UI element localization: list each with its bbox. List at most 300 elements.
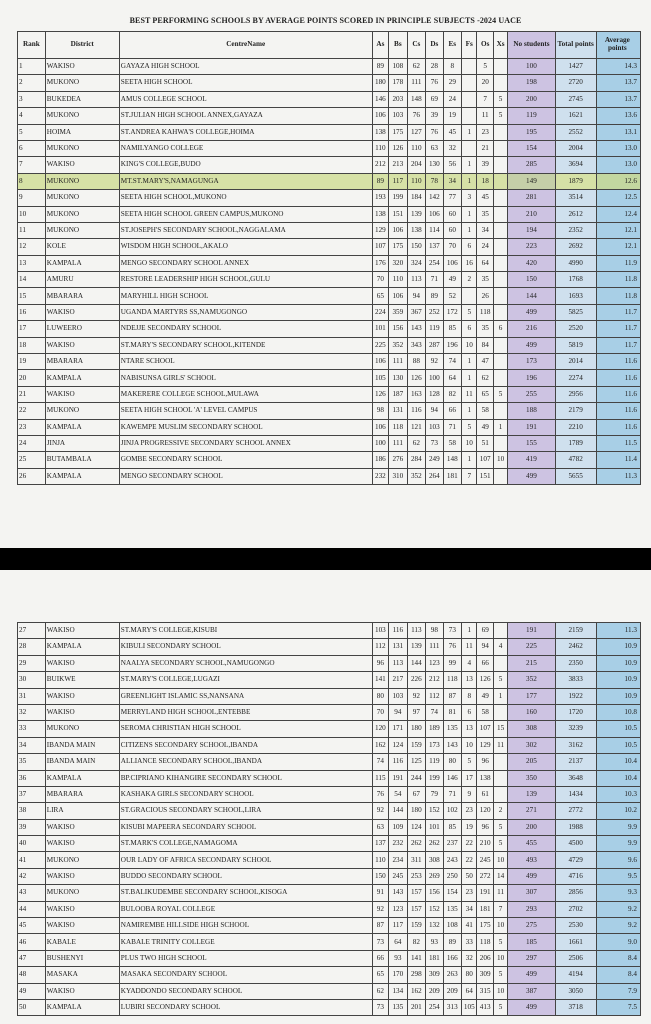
col-header-bs: Bs (389, 32, 408, 59)
cell-average-points: 10.8 (596, 704, 640, 720)
table-row (18, 222, 641, 238)
cell-total-points: 2772 (555, 803, 596, 819)
cell-no-students: 215 (508, 655, 555, 671)
cell-es: 70 (443, 239, 462, 255)
cell-xs: 5 (493, 819, 507, 835)
page-title: BEST PERFORMING SCHOOLS BY AVERAGE POINTS SCORED IN PRINCIPLE SUBJECTS -2024 UACE (129, 16, 522, 25)
cell-rank: 37 (18, 786, 46, 802)
cell-bs: 359 (389, 304, 408, 320)
cell-no-students: 205 (508, 754, 555, 770)
table-row (18, 140, 641, 156)
cell-total-points: 1661 (555, 934, 596, 950)
cell-rank: 41 (18, 852, 46, 868)
cell-os: 26 (477, 288, 493, 304)
cell-xs: 11 (493, 885, 507, 901)
cell-rank: 17 (18, 321, 46, 337)
cell-average-points: 12.5 (596, 190, 640, 206)
cell-rank: 11 (18, 222, 46, 238)
cell-total-points: 2956 (555, 386, 596, 402)
cell-xs: 5 (493, 934, 507, 950)
cell-centre-name: KYADDONDO SECONDARY SCHOOL (119, 983, 372, 999)
cell-os: 61 (477, 786, 493, 802)
cell-rank: 34 (18, 737, 46, 753)
cell-fs: 5 (462, 754, 477, 770)
cell-xs (493, 354, 507, 370)
cell-xs: 5 (493, 967, 507, 983)
cell-es: 80 (443, 754, 462, 770)
cell-centre-name: KING'S COLLEGE,BUDO (119, 157, 372, 173)
cell-xs (493, 140, 507, 156)
table-row (18, 337, 641, 353)
cell-total-points: 2520 (555, 321, 596, 337)
cell-os: 5 (477, 59, 493, 75)
cell-fs: 1 (462, 354, 477, 370)
cell-fs: 8 (462, 688, 477, 704)
cell-bs: 103 (389, 108, 408, 124)
cell-cs: 184 (407, 190, 426, 206)
cell-cs: 343 (407, 337, 426, 353)
cell-fs: 34 (462, 901, 477, 917)
cell-es: 81 (443, 704, 462, 720)
cell-average-points: 10.2 (596, 803, 640, 819)
cell-bs: 151 (389, 206, 408, 222)
cell-as: 137 (372, 836, 388, 852)
cell-cs: 150 (407, 239, 426, 255)
cell-no-students: 499 (508, 337, 555, 353)
cell-cs: 162 (407, 983, 426, 999)
cell-rank: 50 (18, 999, 46, 1015)
cell-as: 76 (372, 786, 388, 802)
cell-district: MUKONO (45, 108, 119, 124)
cell-fs: 13 (462, 672, 477, 688)
cell-bs: 64 (389, 934, 408, 950)
cell-cs: 111 (407, 75, 426, 91)
cell-centre-name: SEETA HIGH SCHOOL 'A' LEVEL CAMPUS (119, 403, 372, 419)
cell-centre-name: CITIZENS SECONDARY SCHOOL,IBANDA (119, 737, 372, 753)
cell-centre-name: NAMIREMBE HILLSIDE HIGH SCHOOL (119, 918, 372, 934)
cell-centre-name: NTARE SCHOOL (119, 354, 372, 370)
cell-os: 47 (477, 354, 493, 370)
cell-centre-name: ST.BALIKUDEMBE SECONDARY SCHOOL,KISOGA (119, 885, 372, 901)
cell-centre-name: BP.CIPRIANO KIHANGIRE SECONDARY SCHOOL (119, 770, 372, 786)
col-header-fs: Fs (462, 32, 477, 59)
cell-ds: 152 (426, 803, 443, 819)
cell-average-points: 13.0 (596, 140, 640, 156)
cell-bs: 144 (389, 803, 408, 819)
cell-ds: 98 (426, 623, 443, 639)
cell-total-points: 1720 (555, 704, 596, 720)
cell-ds: 71 (426, 272, 443, 288)
cell-district: WAKISO (45, 337, 119, 353)
cell-centre-name: ST.MARY'S COLLEGE,KISUBI (119, 623, 372, 639)
cell-fs: 10 (462, 435, 477, 451)
cell-es: 181 (443, 468, 462, 484)
cell-fs: 22 (462, 852, 477, 868)
cell-rank: 7 (18, 157, 46, 173)
cell-no-students: 275 (508, 918, 555, 934)
cell-total-points: 4782 (555, 452, 596, 468)
cell-rank: 46 (18, 934, 46, 950)
cell-os: 58 (477, 403, 493, 419)
col-header-es: Es (443, 32, 462, 59)
cell-ds: 137 (426, 239, 443, 255)
cell-es: 135 (443, 901, 462, 917)
cell-district: WAKISO (45, 836, 119, 852)
cell-cs: 180 (407, 721, 426, 737)
cell-fs: 5 (462, 419, 477, 435)
cell-xs (493, 288, 507, 304)
cell-as: 103 (372, 623, 388, 639)
cell-rank: 40 (18, 836, 46, 852)
cell-total-points: 3833 (555, 672, 596, 688)
cell-es: 237 (443, 836, 462, 852)
cell-es: 58 (443, 435, 462, 451)
cell-es: 74 (443, 354, 462, 370)
cell-total-points: 2692 (555, 239, 596, 255)
cell-total-points: 5655 (555, 468, 596, 484)
cell-centre-name: BULOOBA ROYAL COLLEGE (119, 901, 372, 917)
cell-total-points: 4716 (555, 868, 596, 884)
cell-no-students: 297 (508, 950, 555, 966)
cell-fs (462, 91, 477, 107)
cell-bs: 175 (389, 124, 408, 140)
cell-ds: 119 (426, 754, 443, 770)
cell-rank: 36 (18, 770, 46, 786)
cell-cs: 121 (407, 419, 426, 435)
cell-xs (493, 75, 507, 91)
cell-bs: 130 (389, 370, 408, 386)
cell-cs: 139 (407, 639, 426, 655)
cell-rank: 31 (18, 688, 46, 704)
cell-as: 92 (372, 803, 388, 819)
cell-bs: 134 (389, 983, 408, 999)
cell-fs: 33 (462, 934, 477, 950)
cell-rank: 10 (18, 206, 46, 222)
cell-as: 186 (372, 452, 388, 468)
cell-bs: 352 (389, 337, 408, 353)
cell-cs: 204 (407, 157, 426, 173)
cell-os: 118 (477, 934, 493, 950)
cell-district: WAKISO (45, 983, 119, 999)
cell-os: 18 (477, 173, 493, 189)
cell-cs: 116 (407, 403, 426, 419)
cell-average-points: 11.7 (596, 304, 640, 320)
cell-rank: 1 (18, 59, 46, 75)
cell-rank: 32 (18, 704, 46, 720)
cell-average-points: 11.4 (596, 452, 640, 468)
cell-bs: 156 (389, 321, 408, 337)
cell-no-students: 493 (508, 852, 555, 868)
cell-ds: 173 (426, 737, 443, 753)
cell-fs: 2 (462, 272, 477, 288)
cell-es: 209 (443, 983, 462, 999)
cell-district: WAKISO (45, 868, 119, 884)
cell-total-points: 2350 (555, 655, 596, 671)
cell-xs (493, 59, 507, 75)
cell-bs: 93 (389, 950, 408, 966)
cell-rank: 38 (18, 803, 46, 819)
table-row (18, 75, 641, 91)
cell-no-students: 194 (508, 222, 555, 238)
cell-rank: 44 (18, 901, 46, 917)
cell-average-points: 13.7 (596, 91, 640, 107)
cell-ds: 269 (426, 868, 443, 884)
cell-as: 70 (372, 272, 388, 288)
cell-centre-name: ST.JOSEPH'S SECONDARY SCHOOL,NAGGALAMA (119, 222, 372, 238)
col-header-centre-name: CentreName (119, 32, 372, 59)
cell-os: 84 (477, 337, 493, 353)
cell-centre-name: KABALE TRINITY COLLEGE (119, 934, 372, 950)
cell-average-points: 12.1 (596, 222, 640, 238)
page-divider (0, 548, 651, 570)
cell-os: 34 (477, 222, 493, 238)
cell-average-points: 10.9 (596, 639, 640, 655)
cell-xs: 5 (493, 836, 507, 852)
col-header-cs: Cs (407, 32, 426, 59)
cell-district: BUSHENYI (45, 950, 119, 966)
cell-as: 89 (372, 173, 388, 189)
cell-bs: 217 (389, 672, 408, 688)
cell-ds: 93 (426, 934, 443, 950)
cell-rank: 6 (18, 140, 46, 156)
cell-district: MBARARA (45, 354, 119, 370)
cell-rank: 24 (18, 435, 46, 451)
cell-rank: 23 (18, 419, 46, 435)
cell-fs: 22 (462, 836, 477, 852)
cell-os: 309 (477, 967, 493, 983)
cell-centre-name: RESTORE LEADERSHIP HIGH SCHOOL,GULU (119, 272, 372, 288)
cell-bs: 118 (389, 419, 408, 435)
cell-district: KAMPALA (45, 999, 119, 1015)
cell-ds: 130 (426, 157, 443, 173)
cell-bs: 143 (389, 885, 408, 901)
cell-fs: 1 (462, 222, 477, 238)
cell-centre-name: BUDDO SECONDARY SCHOOL (119, 868, 372, 884)
cell-as: 91 (372, 885, 388, 901)
cell-as: 193 (372, 190, 388, 206)
cell-total-points: 2856 (555, 885, 596, 901)
cell-district: IBANDA MAIN (45, 754, 119, 770)
cell-ds: 76 (426, 75, 443, 91)
cell-fs: 16 (462, 255, 477, 271)
cell-bs: 108 (389, 59, 408, 75)
table-header-row (18, 32, 641, 59)
cell-os: 51 (477, 435, 493, 451)
cell-es: 66 (443, 403, 462, 419)
cell-centre-name: SEROMA CHRISTIAN HIGH SCHOOL (119, 721, 372, 737)
cell-cs: 157 (407, 885, 426, 901)
cell-cs: 62 (407, 59, 426, 75)
col-header-os: Os (477, 32, 493, 59)
cell-rank: 16 (18, 304, 46, 320)
cell-es: 154 (443, 885, 462, 901)
cell-total-points: 2530 (555, 918, 596, 934)
cell-as: 112 (372, 639, 388, 655)
cell-cs: 138 (407, 222, 426, 238)
cell-es: 82 (443, 386, 462, 402)
table-row (18, 852, 641, 868)
cell-no-students: 188 (508, 403, 555, 419)
cell-as: 225 (372, 337, 388, 353)
cell-average-points: 9.0 (596, 934, 640, 950)
table-row (18, 704, 641, 720)
cell-xs (493, 770, 507, 786)
table-row (18, 255, 641, 271)
cell-os: 118 (477, 304, 493, 320)
cell-xs: 5 (493, 386, 507, 402)
cell-centre-name: LUBIRI SECONDARY SCHOOL (119, 999, 372, 1015)
cell-total-points: 3162 (555, 737, 596, 753)
cell-cs: 110 (407, 140, 426, 156)
cell-as: 129 (372, 222, 388, 238)
cell-centre-name: GREENLIGHT ISLAMIC SS,NANSANA (119, 688, 372, 704)
cell-total-points: 2274 (555, 370, 596, 386)
cell-ds: 199 (426, 770, 443, 786)
cell-total-points: 5819 (555, 337, 596, 353)
table-row (18, 918, 641, 934)
cell-es: 172 (443, 304, 462, 320)
cell-average-points: 11.5 (596, 435, 640, 451)
cell-es: 135 (443, 721, 462, 737)
cell-as: 176 (372, 255, 388, 271)
cell-xs (493, 655, 507, 671)
cell-es: 89 (443, 934, 462, 950)
cell-average-points: 9.2 (596, 901, 640, 917)
cell-average-points: 12.1 (596, 239, 640, 255)
table-row (18, 239, 641, 255)
cell-es: 77 (443, 190, 462, 206)
cell-ds: 76 (426, 124, 443, 140)
cell-average-points: 9.9 (596, 836, 640, 852)
cell-ds: 123 (426, 655, 443, 671)
cell-cs: 126 (407, 370, 426, 386)
cell-no-students: 271 (508, 803, 555, 819)
cell-ds: 101 (426, 819, 443, 835)
cell-os: 126 (477, 672, 493, 688)
cell-no-students: 144 (508, 288, 555, 304)
cell-es: 19 (443, 108, 462, 124)
cell-fs: 23 (462, 803, 477, 819)
cell-as: 120 (372, 721, 388, 737)
cell-total-points: 1693 (555, 288, 596, 304)
cell-ds: 73 (426, 435, 443, 451)
cell-total-points: 5825 (555, 304, 596, 320)
cell-as: 70 (372, 704, 388, 720)
table-row (18, 288, 641, 304)
cell-rank: 9 (18, 190, 46, 206)
cell-ds: 152 (426, 901, 443, 917)
cell-es: 146 (443, 770, 462, 786)
cell-xs: 10 (493, 918, 507, 934)
cell-average-points: 10.9 (596, 655, 640, 671)
cell-ds: 264 (426, 468, 443, 484)
cell-as: 89 (372, 59, 388, 75)
cell-as: 73 (372, 999, 388, 1015)
cell-ds: 142 (426, 190, 443, 206)
cell-fs: 17 (462, 770, 477, 786)
cell-xs (493, 124, 507, 140)
cell-es: 102 (443, 803, 462, 819)
cell-district: MBARARA (45, 786, 119, 802)
cell-no-students: 154 (508, 140, 555, 156)
cell-centre-name: KISUBI MAPEERA SECONDARY SCHOOL (119, 819, 372, 835)
cell-as: 101 (372, 321, 388, 337)
cell-rank: 47 (18, 950, 46, 966)
cell-centre-name: NABISUNSA GIRLS' SCHOOL (119, 370, 372, 386)
col-header-average-points: Average points (596, 32, 640, 59)
table-row (18, 983, 641, 999)
cell-es: 143 (443, 737, 462, 753)
cell-fs: 9 (462, 786, 477, 802)
cell-cs: 76 (407, 108, 426, 124)
cell-ds: 79 (426, 786, 443, 802)
cell-no-students: 499 (508, 999, 555, 1015)
cell-average-points: 9.3 (596, 885, 640, 901)
cell-cs: 143 (407, 321, 426, 337)
cell-os: 66 (477, 655, 493, 671)
cell-rank: 14 (18, 272, 46, 288)
cell-rank: 49 (18, 983, 46, 999)
cell-bs: 213 (389, 157, 408, 173)
table-row (18, 934, 641, 950)
cell-bs: 131 (389, 639, 408, 655)
cell-es: 49 (443, 272, 462, 288)
cell-fs: 23 (462, 885, 477, 901)
cell-fs: 64 (462, 983, 477, 999)
cell-os: 20 (477, 75, 493, 91)
cell-os: 96 (477, 819, 493, 835)
cell-centre-name: GOMBE SECONDARY SCHOOL (119, 452, 372, 468)
cell-district: WAKISO (45, 304, 119, 320)
cell-total-points: 3718 (555, 999, 596, 1015)
cell-district: KAMPALA (45, 419, 119, 435)
cell-bs: 175 (389, 239, 408, 255)
cell-cs: 144 (407, 655, 426, 671)
table-body-part-1 (18, 59, 641, 485)
cell-ds: 128 (426, 386, 443, 402)
cell-centre-name: SEETA HIGH SCHOOL (119, 75, 372, 91)
cell-no-students: 420 (508, 255, 555, 271)
results-table-part-2 (17, 622, 641, 1016)
cell-es: 73 (443, 623, 462, 639)
cell-ds: 132 (426, 918, 443, 934)
cell-district: WAKISO (45, 655, 119, 671)
table-row (18, 721, 641, 737)
cell-average-points: 11.6 (596, 403, 640, 419)
cell-fs (462, 75, 477, 91)
cell-es: 52 (443, 288, 462, 304)
cell-cs: 262 (407, 836, 426, 852)
cell-rank: 4 (18, 108, 46, 124)
cell-total-points: 1789 (555, 435, 596, 451)
cell-district: MUKONO (45, 721, 119, 737)
cell-as: 224 (372, 304, 388, 320)
cell-district: KAMPALA (45, 255, 119, 271)
cell-fs: 1 (462, 157, 477, 173)
table-row (18, 190, 641, 206)
cell-bs: 203 (389, 91, 408, 107)
cell-ds: 212 (426, 672, 443, 688)
cell-total-points: 2137 (555, 754, 596, 770)
cell-cs: 148 (407, 91, 426, 107)
table-row (18, 999, 641, 1015)
cell-ds: 94 (426, 403, 443, 419)
cell-no-students: 223 (508, 239, 555, 255)
cell-bs: 178 (389, 75, 408, 91)
cell-no-students: 200 (508, 91, 555, 107)
cell-os: 49 (477, 419, 493, 435)
table-row (18, 655, 641, 671)
